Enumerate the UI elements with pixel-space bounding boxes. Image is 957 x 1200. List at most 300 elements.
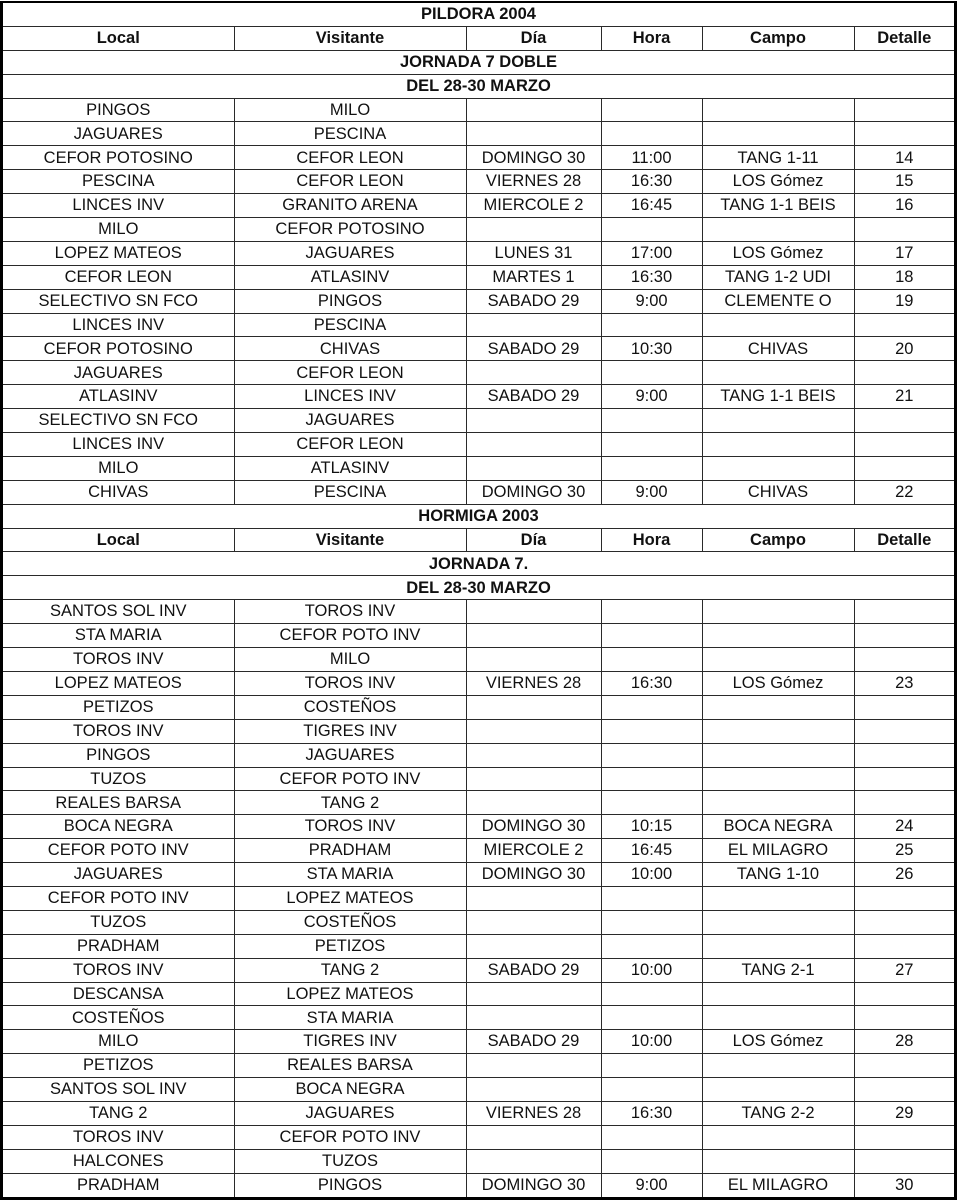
cell-dia [466, 98, 601, 122]
date-range-label: DEL 28-30 MARZO [3, 74, 954, 98]
column-header-detalle: Detalle [854, 26, 954, 50]
cell-dia [466, 791, 601, 815]
match-row [3, 361, 954, 385]
cell-dia: MIERCOLE 2 [466, 194, 601, 218]
jornada-row [3, 552, 954, 576]
cell-detalle: 27 [854, 958, 954, 982]
cell-detalle [854, 934, 954, 958]
cell-campo [702, 361, 854, 385]
match-row [3, 1030, 954, 1054]
cell-detalle [854, 1054, 954, 1078]
cell-dia: SABADO 29 [466, 337, 601, 361]
cell-visitante: PINGOS [234, 1173, 466, 1196]
cell-dia [466, 218, 601, 242]
cell-hora [601, 1006, 702, 1030]
cell-dia: DOMINGO 30 [466, 480, 601, 504]
match-row [3, 122, 954, 146]
cell-visitante: JAGUARES [234, 241, 466, 265]
cell-hora [601, 1054, 702, 1078]
cell-detalle: 26 [854, 863, 954, 887]
cell-hora: 9:00 [601, 289, 702, 313]
section-title: HORMIGA 2003 [3, 504, 954, 528]
cell-detalle [854, 218, 954, 242]
cell-hora: 10:00 [601, 1030, 702, 1054]
match-row [3, 480, 954, 504]
cell-detalle [854, 313, 954, 337]
cell-campo [702, 456, 854, 480]
cell-campo: LOS Gómez [702, 1030, 854, 1054]
cell-detalle [854, 743, 954, 767]
cell-detalle [854, 409, 954, 433]
cell-hora: 16:45 [601, 194, 702, 218]
cell-dia: DOMINGO 30 [466, 815, 601, 839]
match-row [3, 671, 954, 695]
cell-visitante: BOCA NEGRA [234, 1078, 466, 1102]
cell-local: TUZOS [3, 910, 234, 934]
cell-dia: DOMINGO 30 [466, 863, 601, 887]
cell-visitante: CEFOR POTO INV [234, 1125, 466, 1149]
cell-local: MILO [3, 218, 234, 242]
cell-hora [601, 719, 702, 743]
cell-local: TOROS INV [3, 1125, 234, 1149]
cell-campo [702, 98, 854, 122]
cell-campo [702, 982, 854, 1006]
column-header-hora: Hora [601, 26, 702, 50]
cell-campo: LOS Gómez [702, 671, 854, 695]
cell-dia [466, 719, 601, 743]
jornada-label: JORNADA 7. [3, 552, 954, 576]
cell-local: CEFOR POTOSINO [3, 337, 234, 361]
cell-local: COSTEÑOS [3, 1006, 234, 1030]
cell-campo [702, 743, 854, 767]
cell-hora: 10:00 [601, 958, 702, 982]
cell-detalle [854, 1078, 954, 1102]
cell-hora: 16:30 [601, 170, 702, 194]
cell-detalle: 16 [854, 194, 954, 218]
cell-local: PINGOS [3, 98, 234, 122]
cell-visitante: ATLASINV [234, 265, 466, 289]
cell-dia [466, 1006, 601, 1030]
cell-campo: LOS Gómez [702, 170, 854, 194]
schedule-sheet [0, 1, 957, 1200]
cell-hora [601, 361, 702, 385]
cell-local: PETIZOS [3, 1054, 234, 1078]
cell-detalle: 29 [854, 1101, 954, 1125]
cell-hora [601, 624, 702, 648]
cell-visitante: MILO [234, 648, 466, 672]
cell-campo: LOS Gómez [702, 241, 854, 265]
cell-campo [702, 1078, 854, 1102]
cell-local: JAGUARES [3, 122, 234, 146]
match-row [3, 600, 954, 624]
match-row [3, 863, 954, 887]
cell-dia: DOMINGO 30 [466, 1173, 601, 1196]
cell-hora [601, 982, 702, 1006]
cell-visitante: PESCINA [234, 480, 466, 504]
match-row [3, 886, 954, 910]
match-row [3, 313, 954, 337]
cell-local: CEFOR POTOSINO [3, 146, 234, 170]
cell-detalle [854, 910, 954, 934]
match-row [3, 1101, 954, 1125]
cell-local: LINCES INV [3, 433, 234, 457]
jornada-row [3, 50, 954, 74]
cell-local: SANTOS SOL INV [3, 600, 234, 624]
cell-visitante: PINGOS [234, 289, 466, 313]
match-row [3, 1149, 954, 1173]
cell-hora: 16:45 [601, 839, 702, 863]
match-row [3, 767, 954, 791]
column-header-campo: Campo [702, 528, 854, 552]
cell-local: TOROS INV [3, 648, 234, 672]
cell-local: BOCA NEGRA [3, 815, 234, 839]
cell-local: STA MARIA [3, 624, 234, 648]
cell-visitante: LOPEZ MATEOS [234, 982, 466, 1006]
cell-hora: 11:00 [601, 146, 702, 170]
date-range-row [3, 576, 954, 600]
cell-visitante: CEFOR LEON [234, 170, 466, 194]
cell-dia [466, 1149, 601, 1173]
cell-hora: 10:30 [601, 337, 702, 361]
cell-visitante: GRANITO ARENA [234, 194, 466, 218]
cell-campo: TANG 1-11 [702, 146, 854, 170]
cell-visitante: TUZOS [234, 1149, 466, 1173]
cell-visitante: TIGRES INV [234, 719, 466, 743]
match-row [3, 719, 954, 743]
cell-campo: EL MILAGRO [702, 1173, 854, 1196]
cell-visitante: LINCES INV [234, 385, 466, 409]
cell-local: PRADHAM [3, 934, 234, 958]
cell-hora [601, 409, 702, 433]
cell-visitante: STA MARIA [234, 1006, 466, 1030]
cell-campo: CHIVAS [702, 337, 854, 361]
cell-detalle [854, 767, 954, 791]
cell-campo: TANG 1-1 BEIS [702, 194, 854, 218]
cell-detalle [854, 361, 954, 385]
cell-campo [702, 648, 854, 672]
cell-campo: TANG 1-2 UDI [702, 265, 854, 289]
section-title-row [3, 504, 954, 528]
cell-dia: VIERNES 28 [466, 170, 601, 194]
cell-dia [466, 1054, 601, 1078]
cell-hora [601, 122, 702, 146]
cell-hora [601, 791, 702, 815]
cell-dia [466, 122, 601, 146]
match-row [3, 337, 954, 361]
cell-hora [601, 743, 702, 767]
column-header-row [3, 26, 954, 50]
cell-detalle [854, 648, 954, 672]
cell-local: SELECTIVO SN FCO [3, 409, 234, 433]
schedule-table [3, 3, 954, 1197]
cell-dia: SABADO 29 [466, 958, 601, 982]
cell-hora [601, 1078, 702, 1102]
cell-local: REALES BARSA [3, 791, 234, 815]
cell-dia [466, 910, 601, 934]
cell-campo: EL MILAGRO [702, 839, 854, 863]
cell-local: HALCONES [3, 1149, 234, 1173]
cell-local: CEFOR POTO INV [3, 839, 234, 863]
cell-visitante: LOPEZ MATEOS [234, 886, 466, 910]
cell-hora [601, 456, 702, 480]
cell-campo [702, 1125, 854, 1149]
cell-visitante: JAGUARES [234, 1101, 466, 1125]
cell-local: TOROS INV [3, 719, 234, 743]
cell-dia [466, 313, 601, 337]
cell-dia: SABADO 29 [466, 289, 601, 313]
cell-local: CEFOR POTO INV [3, 886, 234, 910]
cell-local: DESCANSA [3, 982, 234, 1006]
cell-detalle [854, 719, 954, 743]
cell-campo [702, 218, 854, 242]
cell-local: MILO [3, 456, 234, 480]
cell-hora: 9:00 [601, 385, 702, 409]
cell-visitante: PESCINA [234, 122, 466, 146]
match-row [3, 958, 954, 982]
cell-campo [702, 1054, 854, 1078]
cell-detalle [854, 1006, 954, 1030]
cell-hora [601, 648, 702, 672]
cell-campo: CLEMENTE O [702, 289, 854, 313]
cell-visitante: PRADHAM [234, 839, 466, 863]
cell-dia: VIERNES 28 [466, 671, 601, 695]
section-title-row [3, 3, 954, 26]
column-header-visitante: Visitante [234, 26, 466, 50]
cell-dia [466, 743, 601, 767]
cell-detalle [854, 433, 954, 457]
cell-detalle: 23 [854, 671, 954, 695]
cell-dia: VIERNES 28 [466, 1101, 601, 1125]
cell-detalle: 25 [854, 839, 954, 863]
schedule-body [3, 3, 954, 1197]
match-row [3, 1125, 954, 1149]
cell-dia: SABADO 29 [466, 1030, 601, 1054]
cell-campo: BOCA NEGRA [702, 815, 854, 839]
cell-detalle: 14 [854, 146, 954, 170]
cell-local: SELECTIVO SN FCO [3, 289, 234, 313]
cell-hora [601, 886, 702, 910]
cell-detalle [854, 456, 954, 480]
match-row [3, 791, 954, 815]
cell-campo [702, 791, 854, 815]
cell-detalle: 18 [854, 265, 954, 289]
section-title: PILDORA 2004 [3, 3, 954, 26]
cell-dia [466, 624, 601, 648]
cell-local: ATLASINV [3, 385, 234, 409]
cell-visitante: TOROS INV [234, 600, 466, 624]
cell-dia [466, 648, 601, 672]
cell-detalle [854, 982, 954, 1006]
cell-dia [466, 767, 601, 791]
cell-detalle [854, 600, 954, 624]
cell-visitante: CEFOR POTO INV [234, 624, 466, 648]
match-row [3, 456, 954, 480]
column-header-local: Local [3, 26, 234, 50]
date-range-row [3, 74, 954, 98]
cell-visitante: STA MARIA [234, 863, 466, 887]
cell-hora [601, 1125, 702, 1149]
cell-campo [702, 600, 854, 624]
cell-campo: TANG 2-1 [702, 958, 854, 982]
cell-hora [601, 910, 702, 934]
match-row [3, 624, 954, 648]
match-row [3, 695, 954, 719]
cell-dia [466, 934, 601, 958]
column-header-visitante: Visitante [234, 528, 466, 552]
cell-detalle: 30 [854, 1173, 954, 1196]
cell-dia: SABADO 29 [466, 385, 601, 409]
cell-visitante: REALES BARSA [234, 1054, 466, 1078]
cell-visitante: JAGUARES [234, 743, 466, 767]
cell-visitante: TIGRES INV [234, 1030, 466, 1054]
cell-campo: TANG 2-2 [702, 1101, 854, 1125]
cell-hora: 16:30 [601, 671, 702, 695]
match-row [3, 385, 954, 409]
cell-hora [601, 600, 702, 624]
match-row [3, 1054, 954, 1078]
cell-visitante: ATLASINV [234, 456, 466, 480]
cell-detalle [854, 1149, 954, 1173]
cell-local: JAGUARES [3, 863, 234, 887]
cell-dia [466, 1125, 601, 1149]
cell-visitante: COSTEÑOS [234, 695, 466, 719]
cell-visitante: CEFOR LEON [234, 433, 466, 457]
cell-detalle [854, 695, 954, 719]
cell-dia: MARTES 1 [466, 265, 601, 289]
cell-visitante: TOROS INV [234, 671, 466, 695]
cell-detalle [854, 98, 954, 122]
column-header-local: Local [3, 528, 234, 552]
cell-detalle [854, 122, 954, 146]
match-row [3, 265, 954, 289]
cell-dia [466, 695, 601, 719]
cell-detalle [854, 1125, 954, 1149]
cell-dia [466, 982, 601, 1006]
match-row [3, 839, 954, 863]
cell-local: LOPEZ MATEOS [3, 671, 234, 695]
cell-visitante: JAGUARES [234, 409, 466, 433]
cell-detalle: 24 [854, 815, 954, 839]
cell-visitante: TANG 2 [234, 958, 466, 982]
cell-hora [601, 218, 702, 242]
cell-detalle [854, 791, 954, 815]
cell-visitante: MILO [234, 98, 466, 122]
cell-hora [601, 695, 702, 719]
cell-hora: 17:00 [601, 241, 702, 265]
cell-local: LINCES INV [3, 194, 234, 218]
cell-campo [702, 1149, 854, 1173]
cell-campo [702, 1006, 854, 1030]
cell-campo [702, 122, 854, 146]
cell-detalle [854, 886, 954, 910]
cell-visitante: TANG 2 [234, 791, 466, 815]
cell-detalle: 28 [854, 1030, 954, 1054]
cell-visitante: PESCINA [234, 313, 466, 337]
cell-visitante: CEFOR POTO INV [234, 767, 466, 791]
cell-detalle: 21 [854, 385, 954, 409]
cell-visitante: PETIZOS [234, 934, 466, 958]
cell-visitante: TOROS INV [234, 815, 466, 839]
match-row [3, 433, 954, 457]
match-row [3, 910, 954, 934]
cell-dia [466, 456, 601, 480]
column-header-campo: Campo [702, 26, 854, 50]
cell-campo [702, 313, 854, 337]
match-row [3, 934, 954, 958]
cell-visitante: CEFOR POTOSINO [234, 218, 466, 242]
cell-detalle: 17 [854, 241, 954, 265]
cell-campo [702, 910, 854, 934]
match-row [3, 194, 954, 218]
column-header-dia: Día [466, 26, 601, 50]
match-row [3, 146, 954, 170]
column-header-hora: Hora [601, 528, 702, 552]
cell-visitante: COSTEÑOS [234, 910, 466, 934]
column-header-dia: Día [466, 528, 601, 552]
cell-hora: 10:15 [601, 815, 702, 839]
match-row [3, 815, 954, 839]
cell-dia: DOMINGO 30 [466, 146, 601, 170]
match-row [3, 1173, 954, 1196]
cell-hora: 16:30 [601, 265, 702, 289]
match-row [3, 289, 954, 313]
cell-dia [466, 361, 601, 385]
cell-hora [601, 98, 702, 122]
cell-hora: 16:30 [601, 1101, 702, 1125]
cell-dia [466, 1078, 601, 1102]
cell-hora: 10:00 [601, 863, 702, 887]
cell-campo: TANG 1-1 BEIS [702, 385, 854, 409]
cell-local: PRADHAM [3, 1173, 234, 1196]
cell-campo [702, 934, 854, 958]
cell-detalle: 19 [854, 289, 954, 313]
cell-local: JAGUARES [3, 361, 234, 385]
cell-campo: CHIVAS [702, 480, 854, 504]
match-row [3, 218, 954, 242]
match-row [3, 1078, 954, 1102]
cell-detalle [854, 624, 954, 648]
jornada-label: JORNADA 7 DOBLE [3, 50, 954, 74]
match-row [3, 743, 954, 767]
cell-campo [702, 695, 854, 719]
cell-hora [601, 433, 702, 457]
match-row [3, 1006, 954, 1030]
cell-visitante: CEFOR LEON [234, 361, 466, 385]
cell-detalle: 15 [854, 170, 954, 194]
cell-campo [702, 433, 854, 457]
cell-dia: MIERCOLE 2 [466, 839, 601, 863]
cell-local: TUZOS [3, 767, 234, 791]
cell-visitante: CHIVAS [234, 337, 466, 361]
match-row [3, 170, 954, 194]
cell-visitante: CEFOR LEON [234, 146, 466, 170]
cell-campo [702, 767, 854, 791]
cell-detalle: 22 [854, 480, 954, 504]
cell-local: LOPEZ MATEOS [3, 241, 234, 265]
cell-campo: TANG 1-10 [702, 863, 854, 887]
cell-dia [466, 886, 601, 910]
cell-hora [601, 313, 702, 337]
cell-local: PINGOS [3, 743, 234, 767]
cell-dia [466, 600, 601, 624]
cell-campo [702, 624, 854, 648]
cell-detalle: 20 [854, 337, 954, 361]
cell-hora: 9:00 [601, 480, 702, 504]
cell-local: PESCINA [3, 170, 234, 194]
match-row [3, 241, 954, 265]
cell-dia [466, 433, 601, 457]
match-row [3, 648, 954, 672]
